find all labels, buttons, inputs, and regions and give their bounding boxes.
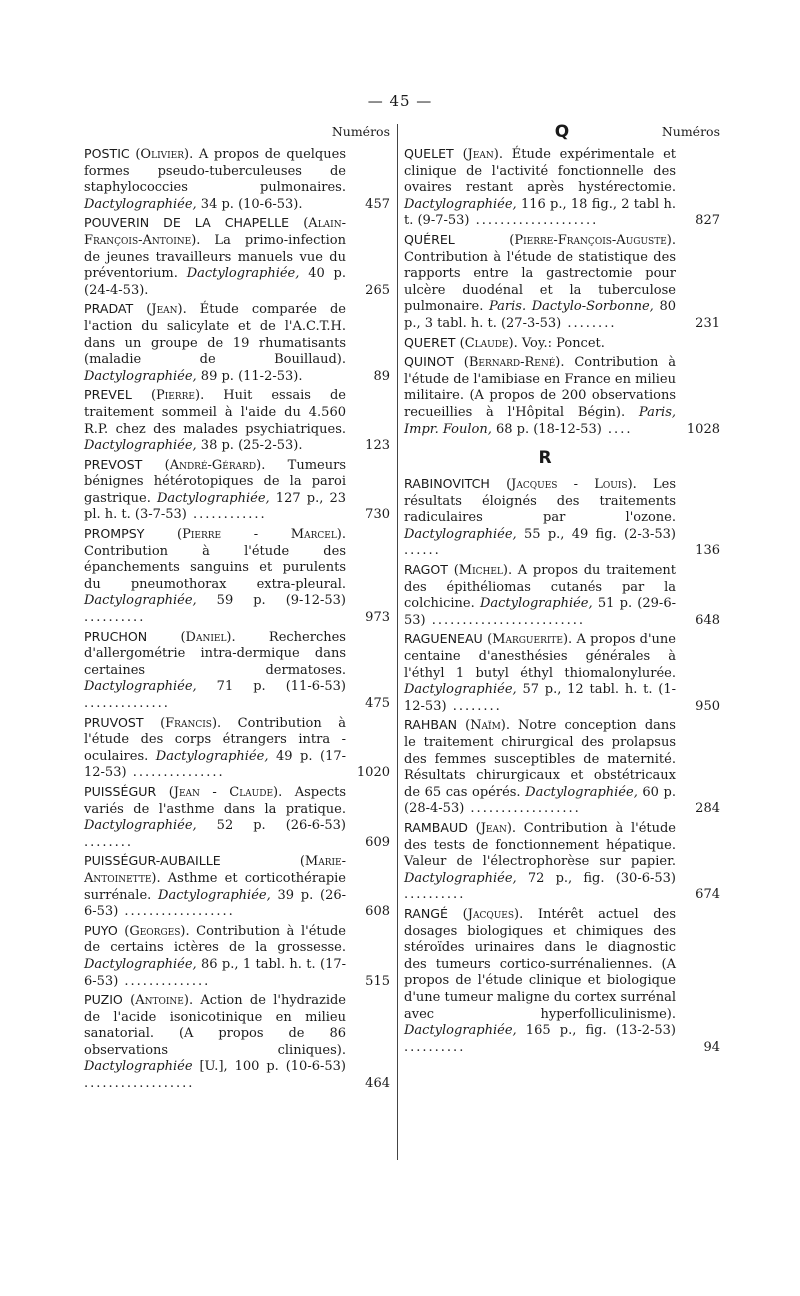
entry-leader: .............. — [84, 696, 170, 711]
entry-given-name: (Marguerite). — [487, 632, 573, 648]
entry-given-name: (Jean). — [146, 302, 187, 318]
entry-surname: QUERET — [404, 334, 456, 350]
entry-number: 1028 — [686, 421, 720, 437]
index-entry — [84, 853, 390, 920]
entry-details: 127 p., 23 pl. h. t. (3-7-53) — [84, 490, 346, 523]
entry-publication: Dactylographiée, — [404, 1023, 517, 1039]
entry-given-name: (Jacques - Louis). — [506, 477, 637, 493]
entry-given-name: (Jacques). — [462, 906, 524, 922]
index-entry — [84, 301, 390, 385]
index-entry — [404, 476, 720, 560]
entry-description: Tumeurs bénignes hétérotopiques de la paroi gastrique. — [84, 457, 346, 506]
entry-given-name: (Jean). — [475, 820, 517, 836]
entry-number: 515 — [365, 973, 390, 989]
entry-number: 827 — [695, 213, 720, 229]
entry-publication: Dactylographiée, — [84, 196, 197, 212]
entry-leader: .......... — [84, 610, 146, 626]
entry-publication: Dactylographiée, — [157, 490, 270, 506]
entry-text — [84, 526, 346, 627]
entry-text — [84, 629, 346, 713]
index-entry — [404, 631, 720, 715]
entry-text — [84, 387, 346, 454]
index-entry — [404, 146, 720, 230]
entry-given-name: (Claude). — [459, 335, 518, 351]
entry-details: 52 p. (26-6-53) — [196, 818, 346, 834]
entry-number: 464 — [365, 1076, 390, 1092]
entry-description: Asthme et corticothérapie surrénale. — [84, 870, 346, 903]
entry-description: Contribution à l'étude des épanchements sanguins et purulents du pneumothorax extra-pleural. — [84, 543, 346, 592]
entry-details: 72 p., fig. (30-6-53) — [516, 870, 676, 886]
entry-text — [404, 232, 676, 333]
entry-details: 40 p. (24-4-53). — [84, 266, 347, 298]
entry-description: Contribution à l'étude de statistique des rapports entre la gastrectomie pour ulcère duodénal et la tuberculose pulmonaire. — [404, 249, 676, 315]
entry-surname: RAGUENEAU — [404, 631, 483, 647]
entry-details: 51 p. (29-6-53) — [404, 596, 676, 628]
entry-text — [404, 562, 676, 629]
entry-text — [404, 335, 676, 353]
entry-surname: PREVOST — [84, 456, 143, 472]
entry-text — [84, 784, 346, 851]
entry-description: Notre conception dans le traitement chirurgical des prolapsus des femmes susceptibles de maternité. Résultats chirurgicaux et obstétricaux de 65 cas opérés. — [404, 718, 676, 800]
entry-publication: Dactylographiée, — [404, 526, 517, 542]
entry-details: 165 p., fig. (13-2-53) — [516, 1023, 676, 1039]
entry-given-name: (Jean). — [462, 147, 503, 162]
entry-leader: .................. — [464, 801, 581, 817]
entry-publication: Dactylographiée — [84, 1059, 193, 1075]
entry-number: 674 — [695, 887, 720, 903]
entry-number: 1020 — [356, 765, 390, 781]
entry-details: 39 p. (26-6-53) — [84, 887, 347, 920]
r-entry-list — [404, 476, 720, 1056]
right-column-header — [404, 120, 720, 146]
entry-given-name: (Georges). — [124, 923, 190, 939]
entry-publication: Dactylographiée, — [479, 596, 593, 612]
entry-surname: RANGÉ — [404, 905, 448, 921]
index-entry — [404, 820, 720, 904]
entry-details: [U.], 100 p. (10-6-53) — [192, 1059, 346, 1075]
entry-details: 59 p. (9-12-53) — [196, 593, 346, 609]
entry-surname: PREVEL — [84, 387, 132, 403]
entry-surname: QUINOT — [404, 354, 454, 370]
entry-text — [84, 301, 346, 385]
entry-given-name: (Daniel). — [180, 629, 236, 645]
entry-leader: .................... — [469, 213, 599, 229]
entry-surname: PROMPSY — [84, 526, 145, 542]
entry-number: 648 — [695, 612, 720, 628]
index-entry — [84, 526, 390, 627]
entry-text — [404, 631, 676, 715]
index-entry — [404, 562, 720, 629]
entry-publication: Dactylographiée, — [525, 784, 638, 800]
entry-number: 89 — [373, 368, 390, 384]
index-entry — [404, 906, 720, 1056]
entry-leader: ........ — [84, 834, 134, 850]
entry-given-name: (Francis). — [160, 715, 222, 731]
entry-leader: .................. — [84, 1076, 195, 1092]
left-entry-list — [84, 146, 390, 1093]
entry-description: Les résultats éloignés des traitements radiculaires par l'ozone. — [404, 477, 677, 526]
entry-details: 68 p. (18-12-53) — [491, 421, 602, 437]
entry-publication: Dactylographiée, — [404, 870, 517, 886]
index-entry — [84, 715, 390, 782]
entry-surname: QUELET — [404, 146, 454, 161]
entry-leader: .................. — [118, 904, 235, 920]
entry-publication: Dactylographiée, — [84, 679, 197, 695]
entry-surname: PRUCHON — [84, 628, 148, 644]
entry-description: A propos du traitement des épithéliomas cutanés par la colchicine. — [404, 563, 676, 612]
entry-surname: PRADAT — [84, 301, 134, 317]
entry-text — [84, 146, 346, 213]
entry-details: 57 p., 12 tabl. h. t. (1-12-53) — [404, 682, 676, 714]
entry-surname: RABINOVITCH — [404, 476, 490, 492]
entry-given-name: (Alain-François-Antoine). — [84, 216, 346, 248]
entry-leader: ............... — [126, 765, 225, 781]
entry-leader: ........ — [561, 315, 617, 331]
entry-description: Aspects variés de l'asthme dans la pratique. — [84, 784, 346, 817]
index-entry — [84, 923, 390, 990]
entry-leader: .......... — [404, 1039, 466, 1055]
entry-publication: Paris, Impr. Foulon, — [404, 404, 676, 437]
entry-leader: ...... — [404, 543, 441, 559]
entry-text — [404, 820, 676, 904]
entry-surname: RAMBAUD — [404, 819, 468, 835]
index-entry — [84, 457, 390, 524]
entry-description: Huit essais de traitement sommeil à l'aide du 4.560 R.P. chez des malades psychiatriques. — [84, 388, 346, 437]
entry-text — [84, 457, 346, 524]
entry-details: 89 p. (11-2-53). — [196, 368, 303, 384]
entry-description: Contribution à l'étude des corps étrangers intra - oculaires. — [84, 715, 346, 764]
entry-surname: PUISSÉGUR — [84, 783, 157, 799]
entry-text — [404, 354, 676, 438]
entry-details: 49 p. (17-12-53) — [84, 748, 347, 781]
index-entry — [84, 992, 390, 1093]
index-entry — [404, 354, 720, 438]
entry-leader: ........ — [446, 698, 502, 714]
entry-leader: .... — [601, 421, 633, 437]
index-entry — [404, 717, 720, 818]
entry-number: 284 — [695, 801, 720, 817]
entry-leader: ......................... — [425, 612, 586, 628]
entry-surname: POUVERIN DE LA CHAPELLE — [84, 215, 290, 231]
q-entry-list — [404, 146, 720, 438]
entry-text — [404, 906, 676, 1056]
entry-surname: PUZIO — [84, 992, 123, 1008]
entry-description: Recherches d'allergométrie intra-dermique dans certaines dermatoses. — [84, 629, 346, 678]
entry-leader: ............ — [186, 507, 267, 523]
entry-publication: Dactylographiée, — [84, 368, 197, 384]
entry-details: 86 p., 1 tabl. h. t. (17-6-53) — [84, 956, 346, 989]
left-column-header — [84, 120, 390, 146]
entry-details: 38 p. (25-2-53). — [196, 438, 303, 454]
entry-description: Intérêt actuel des dosages biologiques et chimiques des stéroïdes urinaires dans le diagnostic des tumeurs cortico-surrénaliennes. (A propos de l'étude clinique et biologique d'une tumeur maligne du cortex surrénal avec hyperfolliculinisme). — [404, 906, 676, 1022]
index-entry — [84, 784, 390, 851]
entry-publication: Dactylographiée, — [404, 196, 517, 212]
entry-publication: Dactylographiée, — [186, 266, 300, 282]
entry-description: Voy.: — [517, 335, 557, 351]
entry-details: 71 p. (11-6-53) — [196, 679, 346, 695]
section-letter-q: Q — [554, 122, 570, 142]
entry-text — [404, 146, 676, 230]
entry-given-name: (Bernard-René). — [463, 355, 565, 371]
entry-number: 730 — [365, 507, 390, 523]
entry-publication: Dactylographiée, — [158, 887, 271, 903]
entry-publication: Dactylographiée, — [84, 818, 197, 834]
entry-given-name: (Pierre-François-Auguste). — [509, 232, 676, 248]
entry-details: 116 p., 18 fig., 2 tabl h. t. (9-7-53) — [404, 196, 676, 229]
entry-leader: .......... — [404, 887, 466, 903]
page-number: — 45 — — [367, 92, 433, 110]
entry-publication: Paris. Dactylo-Sorbonne, — [488, 299, 654, 315]
entry-publication: Dactylographiée, — [84, 593, 197, 609]
entry-given-name: (André-Gérard). — [164, 457, 266, 473]
entry-given-name: (Pierre - Marcel). — [177, 527, 346, 543]
numeros-header: Numéros — [331, 124, 390, 139]
right-column — [404, 120, 720, 1058]
entry-details: Poncet. — [556, 335, 605, 351]
entry-number: 609 — [365, 834, 390, 850]
section-letter-r: R — [538, 448, 552, 469]
entry-text — [404, 476, 676, 560]
entry-description: La primo-infection de jeunes travailleurs manuels vue du préventorium. — [84, 232, 346, 282]
entry-details: 55 p., 49 fig. (2-3-53) — [516, 526, 676, 542]
index-entry — [404, 335, 720, 353]
index-entry — [404, 232, 720, 333]
entry-number: 950 — [695, 698, 720, 714]
entry-description: A propos de quelques formes pseudo-tuberculeuses de staphylococcies pulmonaires. — [84, 147, 346, 196]
entry-text — [84, 923, 346, 990]
left-column — [84, 120, 390, 1095]
entry-description: Contribution à l'étude des tests de fonctionnement hépatique. Valeur de l'électrophorèse sur papier. — [404, 820, 676, 870]
entry-surname: POSTIC — [84, 146, 130, 161]
entry-description: Contribution à l'étude de l'amibiase en France en milieu militaire. (A propos de 200 observations recueillies à l'Hôpital Bégin). — [404, 355, 676, 420]
entry-number: 475 — [365, 696, 390, 711]
entry-number: 123 — [365, 438, 390, 454]
entry-publication: Dactylographiée, — [84, 956, 197, 972]
entry-publication: Dactylographiée, — [404, 682, 517, 698]
entry-text — [404, 717, 676, 818]
entry-number: 136 — [695, 543, 720, 559]
entry-surname: PUISSÉGUR-AUBAILLE — [84, 853, 221, 869]
entry-number: 973 — [365, 610, 390, 626]
entry-number: 94 — [703, 1039, 720, 1055]
entry-number: 265 — [365, 282, 390, 298]
entry-text — [84, 715, 346, 782]
entry-text — [84, 853, 346, 920]
entry-number: 608 — [365, 904, 390, 920]
index-entry — [84, 629, 390, 713]
entry-surname: PRUVOST — [84, 714, 144, 730]
entry-details: 34 p. (10-6-53). — [196, 196, 303, 212]
entry-text — [84, 992, 346, 1093]
entry-leader: .............. — [118, 973, 211, 989]
entry-surname: QUÉREL — [404, 231, 455, 247]
entry-given-name: (Michel). — [453, 563, 513, 579]
entry-given-name: (Olivier). — [135, 147, 194, 162]
column-divider — [397, 124, 398, 1160]
entry-description: Étude comparée de l'action du salicylate et de l'A.C.T.H. dans un groupe de 19 rhumatisants (maladie de Bouillaud). — [84, 302, 346, 368]
numeros-header: Numéros — [661, 124, 720, 139]
entry-given-name: (Jean - Claude). — [168, 784, 283, 800]
entry-given-name: (Antoine). — [130, 993, 194, 1009]
entry-surname: PUYO — [84, 922, 118, 938]
entry-given-name: (Marie-Antoinette). — [84, 854, 346, 886]
entry-text — [84, 215, 346, 299]
entry-description: A propos d'une centaine d'anesthésies générales à l'éthyl 1 butyl éthyl thiomalonylurée. — [404, 632, 676, 681]
entry-surname: RAGOT — [404, 562, 448, 578]
entry-details: 80 p., 3 tabl. h. t. (27-3-53) — [404, 299, 676, 331]
entry-given-name: (Pierre). — [150, 388, 205, 404]
entry-description: Contribution à l'étude de certains ictères de la grossesse. — [84, 923, 347, 956]
entry-description: Étude expérimentale et clinique de l'activité fonctionnelle des ovaires restant après hystérectomie. — [404, 147, 677, 196]
entry-publication: Dactylographiée, — [155, 748, 269, 764]
entry-publication: Dactylographiée, — [84, 438, 197, 454]
entry-description: Action de l'hydrazide de l'acide isonicotinique en milieu sanatorial. (A propos de 86 observations cliniques). — [84, 993, 346, 1058]
entry-surname: RAHBAN — [404, 717, 458, 733]
entry-number: 457 — [365, 196, 390, 212]
index-entry — [84, 146, 390, 213]
index-entry — [84, 215, 390, 299]
entry-details: 60 p. (28-4-53) — [404, 784, 676, 817]
index-entry — [84, 387, 390, 454]
entry-number: 231 — [695, 315, 720, 331]
entry-given-name: (Naïm). — [465, 718, 510, 734]
